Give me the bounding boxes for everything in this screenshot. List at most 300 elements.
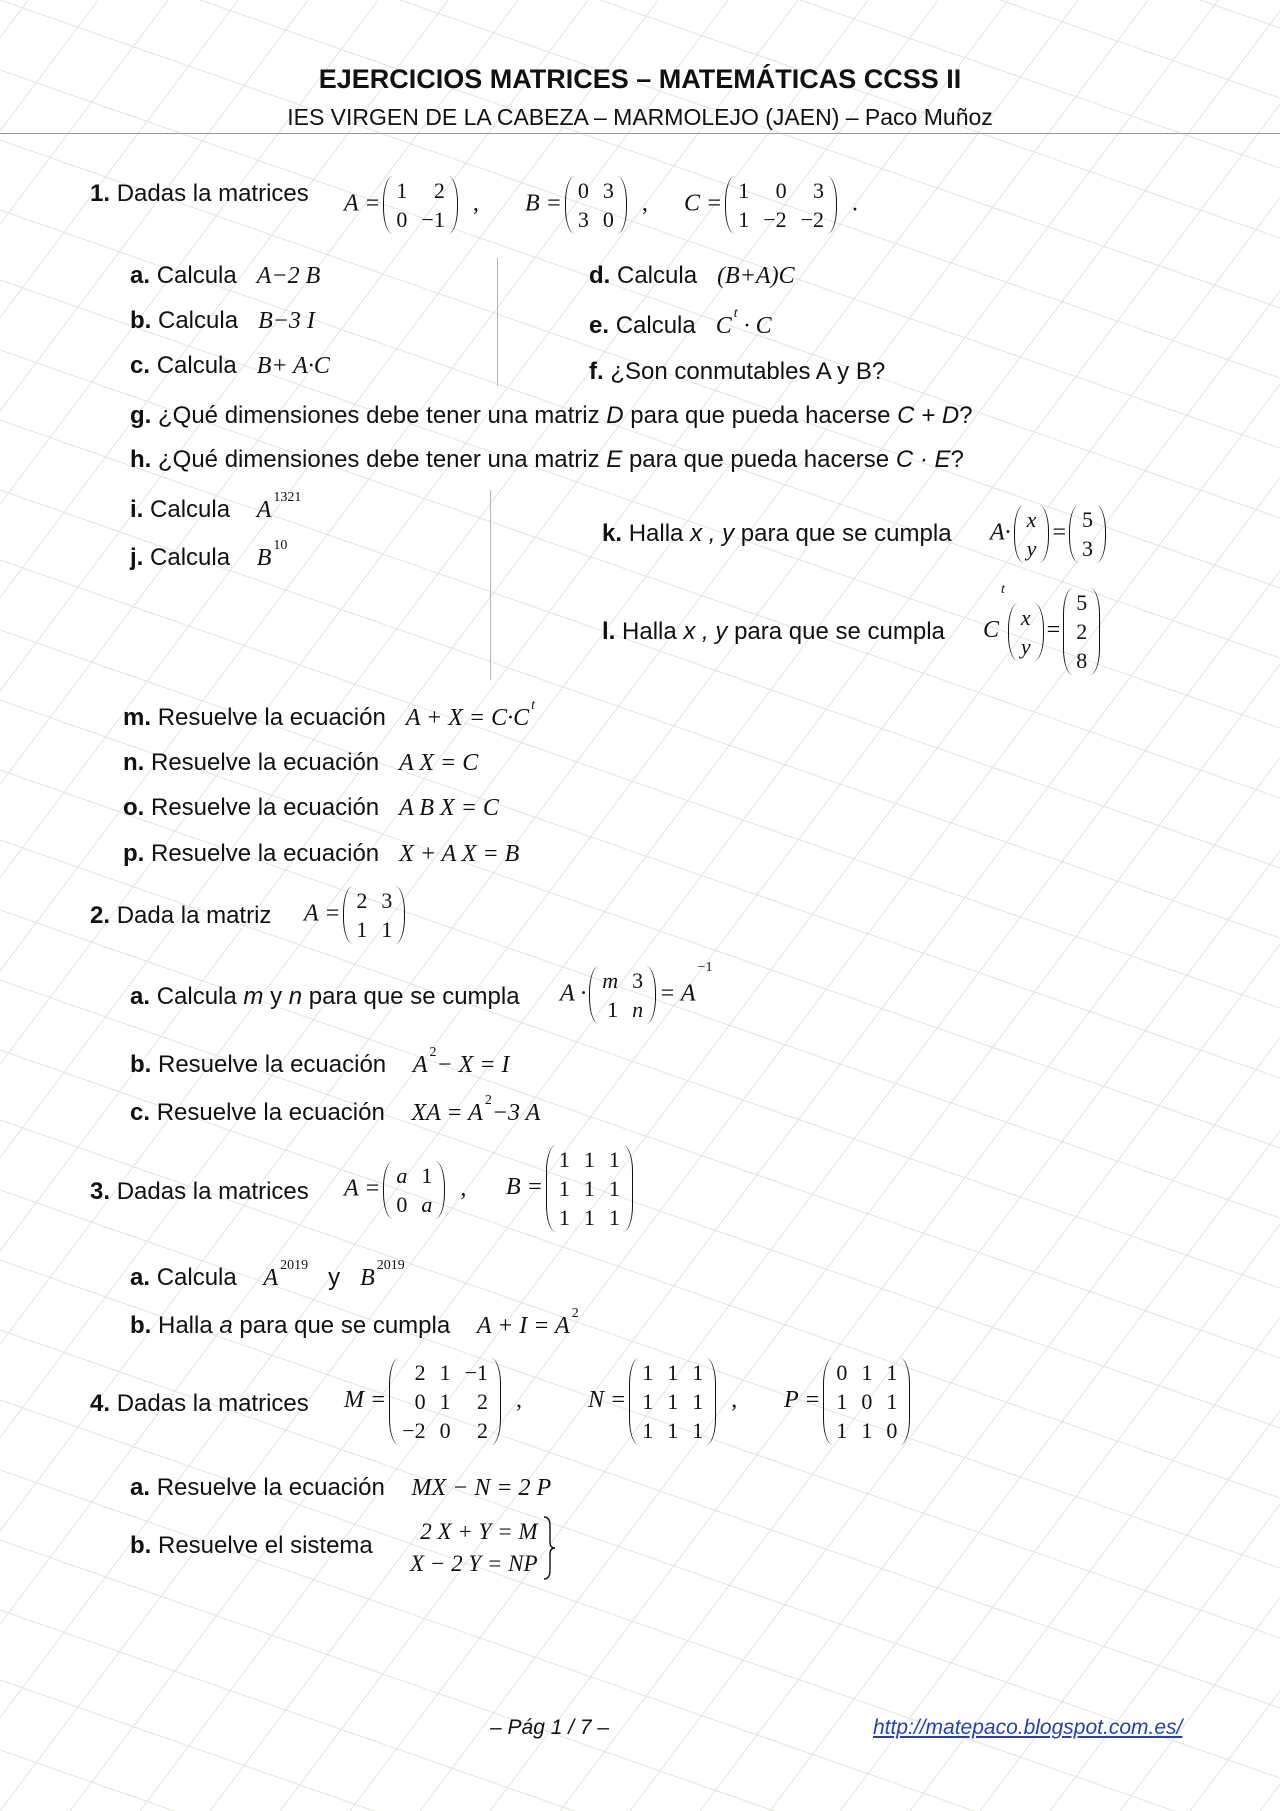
matrix-row: [1075, 505, 1100, 534]
matrix-cell: 2: [414, 1360, 426, 1385]
matrix-cell: 1: [836, 1389, 848, 1414]
grid-line: [0, 1540, 1280, 1811]
item-label: a.: [130, 1264, 151, 1291]
ex1-intro-text: Dadas la matrices: [116, 180, 309, 207]
expr-base: B: [360, 1265, 375, 1291]
matrix-row: [552, 1203, 627, 1232]
eq-lhs: A ·: [560, 980, 587, 1007]
column-divider: [497, 258, 498, 386]
matrix-row: [1075, 534, 1100, 563]
matrix-cell: 3: [602, 178, 614, 203]
matrix-cell: 1: [642, 1418, 654, 1443]
item-var: a: [219, 1312, 233, 1339]
matrix-cell: 2: [477, 1418, 489, 1443]
grid-line: [1190, 0, 1280, 1811]
matrix-cell: 2: [433, 178, 445, 203]
item-label: b.: [130, 1051, 152, 1078]
item-text: Halla: [622, 618, 677, 645]
matrix-row: [395, 1416, 495, 1445]
matrix-cell: 0: [439, 1418, 451, 1443]
item-label: f.: [589, 358, 604, 385]
matrix-cell: 1: [381, 917, 393, 942]
ex2-number: 2.: [90, 902, 111, 929]
matrix-cell: 0: [775, 178, 787, 203]
matrix-cell: 1: [667, 1418, 679, 1443]
item-label: b.: [130, 1532, 152, 1559]
matrix-cell: 1: [583, 1176, 595, 1201]
item-text-post: para que se cumpla: [308, 983, 520, 1010]
matrix-row: [552, 1174, 627, 1203]
matrix-cell: 0: [886, 1418, 898, 1443]
ex4-intro-text: Dadas la matrices: [116, 1390, 309, 1417]
grid-line: [980, 0, 1280, 1811]
matrix-row: [829, 1416, 904, 1445]
matrix-row: [349, 915, 399, 944]
matrix-row: [731, 205, 831, 234]
item-text: Calcula: [156, 352, 237, 379]
ex1-number: 1.: [90, 180, 111, 207]
ex2-intro: [90, 902, 271, 930]
grid-line: [840, 0, 1280, 1811]
ex3-matrix-B: B = 1 1 1 1 1 1 1 1 1: [506, 1145, 636, 1232]
expr-base: XA = A: [411, 1100, 483, 1126]
matrix-cell: −1: [464, 1360, 489, 1385]
matrix-cell: 1: [667, 1360, 679, 1385]
vector-xy: [1008, 603, 1044, 661]
ex1-item-b: [130, 307, 315, 335]
item-expr: A + I = A: [476, 1313, 570, 1339]
item-text: Resuelve la ecuación: [151, 749, 380, 776]
system-eq1: 2 X + Y = M: [420, 1519, 538, 1544]
matrix-cell: 1: [608, 1205, 620, 1230]
item-text: Calcula: [156, 1264, 237, 1291]
item-text-mid: para que pueda hacerse: [628, 446, 890, 473]
ex1-intro: [90, 180, 309, 208]
item-text-post: ?: [959, 402, 973, 429]
item-label: o.: [123, 794, 145, 821]
matrix-row: [595, 995, 650, 1024]
ex4-number: 4.: [90, 1390, 111, 1417]
item-text: Calcula: [617, 262, 698, 289]
expr-sup: 2: [429, 1045, 437, 1060]
matrix-cell: 0: [836, 1360, 848, 1385]
ex1-k-equation: A· x y = 5 3: [990, 505, 1109, 563]
item-label: k.: [602, 520, 623, 547]
item-label: l.: [602, 618, 616, 645]
ex2-matrix-A: A = 2 3 1 1: [304, 886, 408, 944]
ex1-item-l: [602, 618, 945, 646]
matrix-cell: n: [632, 997, 644, 1022]
matrix-cell: 1: [396, 178, 408, 203]
expr-base: B: [256, 545, 272, 571]
item-vars: x , y: [683, 618, 728, 645]
ex3-number: 3.: [90, 1178, 111, 1205]
matrix-row: [389, 176, 451, 205]
ex3-intro: [90, 1178, 309, 1206]
expr-rest: · C: [743, 313, 772, 339]
expr-sup: t: [733, 306, 738, 321]
matrix-row: [1069, 588, 1094, 617]
matrix-cell: 1: [583, 1147, 595, 1172]
matrix-cell: x: [1020, 604, 1031, 630]
matrix-table: [1075, 505, 1100, 563]
item-text-post: para que se cumpla: [734, 618, 945, 645]
matrix-cell: 1: [692, 1418, 704, 1443]
item-var: E: [606, 446, 623, 473]
matrix-row: [395, 1387, 495, 1416]
ex4-intro: [90, 1390, 309, 1418]
matrix-cell: 1: [692, 1360, 704, 1385]
ex4-system: [410, 1516, 556, 1580]
matrix-row: [635, 1416, 710, 1445]
matrix-cell: 1: [886, 1360, 898, 1385]
page-number: – Pág 1 / 7 –: [490, 1716, 610, 1739]
item-text: ¿Qué dimensiones debe tener una matriz: [158, 402, 600, 429]
matrix-row: [349, 886, 399, 915]
ex2-a-equation: [560, 960, 713, 1024]
matrix-table: [552, 1145, 627, 1232]
matrix-cell: 1: [583, 1205, 595, 1230]
expr-rest: − X = I: [436, 1052, 510, 1078]
matrix-row: [1069, 617, 1094, 646]
item-label: h.: [130, 446, 152, 473]
ex4-item-a: [130, 1474, 551, 1502]
matrix-row: [389, 1190, 439, 1219]
matrix-cell: 2: [356, 888, 368, 913]
item-expr: A + X = C·C: [405, 705, 530, 731]
matrix-row: [1020, 505, 1044, 534]
item-label: b.: [130, 307, 152, 334]
ex1-matrix-A: A = 1 2 0 −1 ,: [344, 178, 479, 232]
item-expr: A−2 B: [256, 263, 321, 289]
item-text: Calcula: [150, 544, 231, 571]
matrix-cell: 1: [738, 207, 750, 232]
matrix-row: [635, 1387, 710, 1416]
ex2-intro-text: Dada la matriz: [116, 902, 272, 929]
equation-system: [410, 1516, 538, 1580]
item-text: Resuelve la ecuación: [151, 840, 380, 867]
ex1-item-c: [130, 352, 330, 380]
expr-sup: 2: [484, 1093, 492, 1108]
matrix-M: [389, 1358, 501, 1445]
item-text: Calcula: [156, 262, 237, 289]
matrix-P: [823, 1358, 910, 1445]
item-expr: A X = C: [399, 750, 479, 776]
expr-base: A: [256, 497, 272, 523]
ex2-item-a: [130, 983, 520, 1011]
matrix-table: [1069, 588, 1094, 675]
item-label: a.: [130, 262, 151, 289]
matrix-cell: 1: [861, 1418, 873, 1443]
ex2-item-b: [130, 1045, 510, 1079]
matrix-cell: 1: [642, 1389, 654, 1414]
matrix-cell: y: [1026, 536, 1037, 561]
item-label: n.: [123, 749, 145, 776]
item-text-y: y: [328, 1264, 341, 1291]
ex1-matrix-B: B = 0 3 3 0 ,: [525, 178, 648, 232]
expr-sup: t: [531, 698, 536, 713]
ex1-matrix-C: C = 1 0 3 1 −2 −2 .: [684, 178, 859, 232]
matrix-cell: 0: [602, 207, 614, 232]
eq-rhs-sup: −1: [697, 960, 713, 975]
matrix-cell: 1: [642, 1360, 654, 1385]
item-var-m: m: [243, 983, 264, 1010]
page-subtitle: IES VIRGEN DE LA CABEZA – MARMOLEJO (JAEN) – Paco Muñoz: [287, 104, 993, 130]
item-expr: A B X = C: [399, 795, 499, 821]
matrix-cell: 3: [577, 207, 589, 232]
ex1-item-k: [602, 520, 952, 548]
item-text: Resuelve la ecuación: [157, 704, 386, 731]
item-text: Calcula: [150, 496, 231, 523]
matrix-A: [383, 1161, 445, 1219]
matrix-cell: x: [1026, 507, 1037, 532]
right-brace-icon: [542, 1516, 556, 1580]
ex4-matrix-N: N = 1 1 1 1 1 1 1 1 1 ,: [588, 1360, 738, 1443]
matrix-row: [1020, 534, 1044, 563]
grid-line: [0, 0, 28, 1811]
matrix-row: [571, 205, 621, 234]
ex1-item-m: [123, 698, 536, 732]
matrix-row: [595, 966, 650, 995]
item-text: Calcula: [156, 983, 237, 1010]
ex4-matrix-M: M = 2 1 −1 0 1 2 −2 0 2 ,: [344, 1360, 523, 1443]
item-text-post: para que se cumpla: [239, 1312, 451, 1339]
matrix-row: [635, 1358, 710, 1387]
item-label: c.: [130, 1099, 151, 1126]
matrix-cell: 1: [861, 1360, 873, 1385]
item-expr: X + A X = B: [399, 841, 520, 867]
matrix-row: [1014, 632, 1038, 661]
matrix-A: [343, 886, 405, 944]
matrix-A: [383, 176, 457, 234]
item-label: i.: [130, 496, 144, 523]
item-var-n: n: [288, 983, 303, 1010]
expr-base: A: [263, 1265, 279, 1291]
ex4-matrix-P: P = 0 1 1 1 0 1 1 1 0: [784, 1358, 913, 1445]
ex1-item-p: [123, 840, 519, 868]
item-text: Calcula: [158, 307, 239, 334]
matrix-cell: 5: [1076, 590, 1088, 615]
matrix-cell: 3: [381, 888, 393, 913]
matrix-cell: 1: [608, 1147, 620, 1172]
matrix-cell: 0: [577, 178, 589, 203]
item-label: g.: [130, 402, 152, 429]
grid-line: [1120, 0, 1280, 1811]
matrix-cell: 1: [356, 917, 368, 942]
ex1-item-n: [123, 749, 478, 777]
matrix-cell: 8: [1076, 648, 1088, 673]
item-text-y: y: [270, 983, 283, 1010]
grid-line: [1260, 0, 1280, 1811]
grid-line: [0, 1680, 1280, 1811]
vector-rhs: [1069, 505, 1106, 563]
matrix-row: [1069, 646, 1094, 675]
matrix-row: [552, 1145, 627, 1174]
ex1-item-o: [123, 794, 499, 822]
matrix-N: [629, 1358, 716, 1445]
expr-sup: 2: [571, 1306, 579, 1321]
item-text: Resuelve la ecuación: [158, 1051, 387, 1078]
matrix-row: [395, 1358, 495, 1387]
matrix-cell: a: [421, 1192, 433, 1217]
item-expr: MX − N = 2 P: [411, 1475, 552, 1501]
vector-rhs: [1063, 588, 1100, 675]
matrix-cell: 2: [477, 1389, 489, 1414]
ex1-item-e: [589, 306, 772, 340]
matrix-row: [389, 205, 451, 234]
ex3-matrix-A: A = a 1 0 a ,: [344, 1163, 467, 1217]
expr-rest: −3 A: [491, 1100, 541, 1126]
matrix-row: [1014, 603, 1038, 632]
matrix-cell: 1: [439, 1389, 451, 1414]
matrix-cell: −2: [402, 1418, 426, 1443]
ex1-item-h: [130, 446, 964, 474]
item-label: b.: [130, 1312, 152, 1339]
item-label: d.: [589, 262, 611, 289]
grid-line: [770, 0, 1280, 1811]
matrix-cell: 3: [1081, 536, 1093, 561]
matrix-B: [546, 1145, 633, 1232]
matrix-table: [829, 1358, 904, 1445]
ex1-item-d: [589, 262, 795, 290]
expr-sup: 2019: [376, 1258, 405, 1273]
item-text: ¿Son conmutables A y B?: [610, 358, 886, 385]
item-expr: B−3 I: [258, 308, 315, 334]
item-text: Halla: [158, 1312, 213, 1339]
ex4-item-b: [130, 1532, 373, 1560]
matrix-row: [571, 176, 621, 205]
matrix-cell: 1: [439, 1360, 451, 1385]
expr-base: A: [412, 1052, 428, 1078]
matrix-table: [1020, 505, 1044, 563]
matrix-row: [731, 176, 831, 205]
item-label: a.: [130, 1474, 151, 1501]
matrix-cell: a: [396, 1163, 408, 1188]
expr-base: C: [715, 313, 732, 339]
expr-sup: 2019: [280, 1258, 309, 1273]
matrix-cell: 1: [692, 1389, 704, 1414]
matrix-table: [595, 966, 650, 1024]
matrix-table: [349, 886, 399, 944]
item-text: Calcula: [615, 312, 696, 339]
matrix-cell: 1: [558, 1176, 570, 1201]
item-text: Resuelve la ecuación: [151, 794, 380, 821]
expr-sup: 10: [273, 538, 288, 553]
matrix-cell: −2: [800, 207, 825, 232]
matrix-cell: 1: [421, 1163, 433, 1188]
matrix-cell: 1: [558, 1147, 570, 1172]
matrix-cell: 5: [1081, 507, 1093, 532]
item-text-post: ?: [950, 446, 964, 473]
item-expr: C + D: [897, 402, 960, 429]
matrix-cell: 1: [608, 1176, 620, 1201]
item-text: Resuelve el sistema: [158, 1532, 373, 1559]
matrix-mn: [589, 966, 656, 1024]
ex3-item-b: [130, 1306, 579, 1340]
matrix-cell: 0: [414, 1389, 426, 1414]
item-label: j.: [130, 544, 144, 571]
vector-xy: [1014, 505, 1050, 563]
item-text: Resuelve la ecuación: [156, 1474, 385, 1501]
item-label: c.: [130, 352, 151, 379]
matrix-table: [571, 176, 621, 234]
matrix-table: [731, 176, 831, 234]
matrix-row: [829, 1358, 904, 1387]
header-divider: [0, 133, 1280, 134]
item-text-post: para que se cumpla: [740, 520, 952, 547]
item-label: m.: [123, 704, 152, 731]
matrix-cell: 1: [558, 1205, 570, 1230]
ex1-item-j: [130, 538, 288, 572]
matrix-C: [725, 176, 837, 234]
matrix-row: [389, 1161, 439, 1190]
ex2-item-c: [130, 1093, 541, 1127]
item-expr: C · E: [895, 446, 951, 473]
matrix-cell: 0: [861, 1389, 873, 1414]
matrix-table: [389, 1161, 439, 1219]
matrix-table: [389, 176, 451, 234]
item-vars: x , y: [690, 520, 735, 547]
item-label: a.: [130, 983, 151, 1010]
matrix-table: [1014, 603, 1038, 661]
ex1-item-a: [130, 262, 320, 290]
system-eq2: X − 2 Y = NP: [410, 1551, 538, 1576]
blog-link[interactable]: http://matepaco.blogspot.com.es/: [873, 1716, 1183, 1739]
ex1-item-f: [589, 358, 885, 386]
matrix-cell: 1: [886, 1389, 898, 1414]
matrix-cell: 0: [396, 207, 408, 232]
expr-sup: 1321: [273, 490, 302, 505]
matrix-cell: 0: [396, 1192, 408, 1217]
matrix-cell: −1: [421, 207, 445, 232]
matrix-cell: m: [602, 968, 619, 993]
matrix-cell: 1: [607, 997, 619, 1022]
item-var: D: [606, 402, 624, 429]
item-label: e.: [589, 312, 610, 339]
item-text: Resuelve la ecuación: [156, 1099, 385, 1126]
item-text-mid: para que pueda hacerse: [630, 402, 891, 429]
matrix-row: [829, 1387, 904, 1416]
item-text: ¿Qué dimensiones debe tener una matriz: [158, 446, 600, 473]
ex3-intro-text: Dadas la matrices: [116, 1178, 309, 1205]
item-expr: (B+A)C: [717, 263, 795, 289]
ex1-item-i: [130, 490, 302, 524]
page-title: EJERCICIOS MATRICES – MATEMÁTICAS CCSS II: [318, 64, 962, 94]
matrix-cell: 1: [836, 1418, 848, 1443]
eq-lhs-sup: t: [1001, 582, 1005, 597]
matrix-cell: 2: [1076, 619, 1088, 644]
item-text: Halla: [628, 520, 684, 547]
matrix-cell: 3: [813, 178, 825, 203]
matrix-cell: −2: [763, 207, 787, 232]
ex3-item-a: [130, 1258, 405, 1292]
eq-rhs: = A: [659, 980, 696, 1007]
matrix-B: [565, 176, 627, 234]
item-expr: B+ A·C: [256, 353, 330, 379]
matrix-table: [395, 1358, 495, 1445]
matrix-cell: 1: [738, 178, 750, 203]
column-divider: [490, 490, 491, 680]
ex1-l-equation: $C^t$ x y = 5 2 8: [983, 588, 1103, 675]
matrix-cell: 1: [667, 1389, 679, 1414]
eq-lhs: A·: [990, 519, 1011, 546]
item-label: p.: [123, 840, 145, 867]
eq-lhs: C: [983, 617, 1000, 644]
matrix-cell: 3: [632, 968, 644, 993]
matrix-cell: y: [1020, 633, 1031, 659]
matrix-table: [635, 1358, 710, 1445]
ex1-item-g: [130, 402, 973, 430]
